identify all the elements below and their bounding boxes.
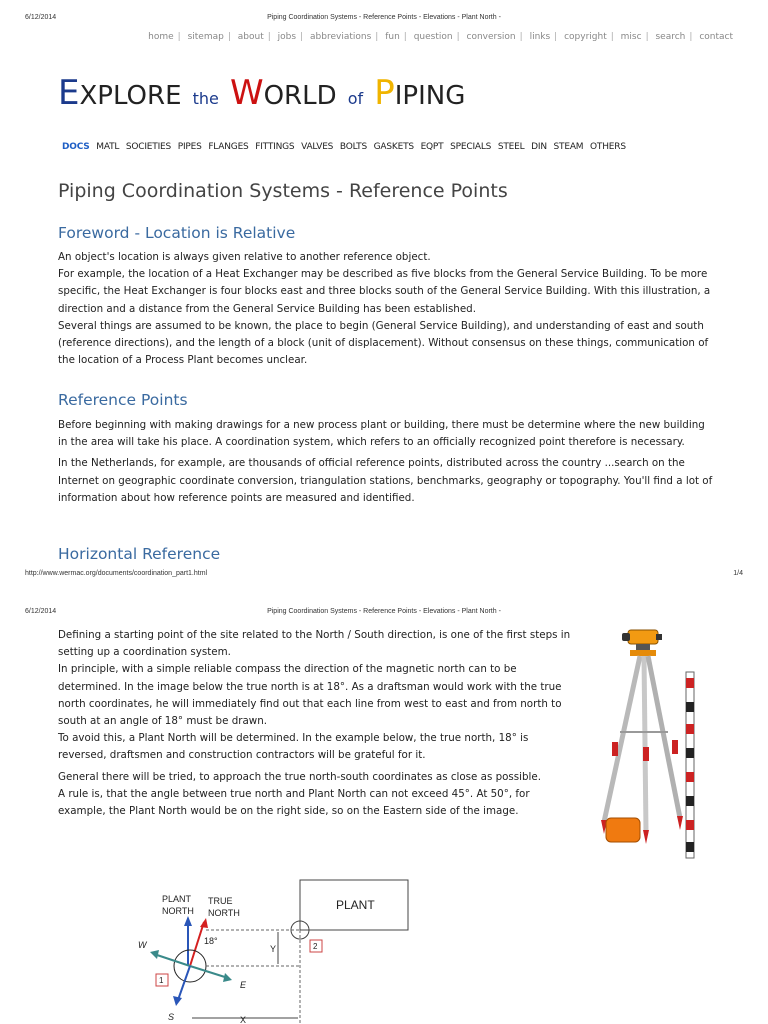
plant-north-diagram (120, 862, 420, 1024)
horizontal-p3: To avoid this, a Plant North will be determined. In the example below, the true north, 18° is reversed, draftsmen and construction contractors will be grateful for it. (58, 732, 529, 762)
surveying-level-image (590, 622, 710, 862)
label-south: S (168, 1012, 175, 1022)
label-plant-north-1: PLANT (162, 894, 192, 904)
site-logo[interactable]: EXPLORE the WORLD of PIPING (58, 73, 466, 113)
mainnav-societies[interactable]: SOCIETIES (125, 142, 172, 152)
label-y: Y (270, 944, 277, 954)
print-url: http://www.wermac.org/documents/coordination_part1.html (25, 570, 208, 577)
mainnav-bolts[interactable]: BOLTS (339, 142, 367, 152)
print-date: 6/12/2014 (25, 14, 57, 21)
topnav-misc[interactable]: misc (620, 32, 642, 42)
horizontal-p5: A rule is, that the angle between true north and Plant North can not exceed 45°. At 50°, for example, the Plant North would be on the right side, so on the Eastern side of the image. (58, 787, 530, 818)
topnav-links[interactable]: links (529, 32, 551, 42)
mainnav-pipes[interactable]: PIPES (177, 142, 202, 152)
reference-text (58, 417, 713, 507)
print-footer (0, 570, 768, 582)
mainnav-gaskets[interactable]: GASKETS (373, 142, 414, 152)
mainnav-steam[interactable]: STEAM (553, 142, 584, 152)
topnav-fun[interactable]: fun (385, 32, 400, 42)
horizontal-p1: Defining a starting point of the site related to the North / South direction, is one of the first steps in setting up a coordination system. (58, 629, 571, 659)
topnav-conversion[interactable]: conversion (466, 32, 516, 42)
mainnav-din[interactable]: DIN (531, 142, 547, 152)
mainnav-valves[interactable]: VALVES (301, 142, 334, 152)
label-x: X (240, 1015, 247, 1024)
horizontal-p2: In principle, with a simple reliable compass the direction of the magnetic north can to be determined. In the image below the true north is at 18°. As a draftsman would work with the true north coordinates, he will immediately find out that each line from west to east and from north to south at an angle of 18° must be drawn. (58, 663, 562, 728)
reference-p1: Before beginning with making drawings for a new process plant or building, there must be determine where the new building in the area will take his place. A coordination system, which refers to an officially recognized point therefore is necessary. (58, 419, 705, 449)
label-plant: PLANT (336, 898, 375, 912)
mainnav-others[interactable]: OTHERS (590, 142, 626, 152)
topnav-about[interactable]: about (237, 32, 264, 42)
reference-p2: In the Netherlands, for example, are thousands of official reference points, distributed across the country ...search on the Internet on geographic coordinate conversion, triangulation stations, benchmarks, geography or topography. You'll find a lot of information about how reference points are measured and identified. (58, 457, 713, 504)
heading-foreword: Foreword - Location is Relative (58, 224, 296, 242)
label-true-north-1: TRUE (208, 896, 233, 906)
foreword-text (58, 249, 713, 369)
topnav-copyright[interactable]: copyright (564, 32, 607, 42)
mainnav-eqpt[interactable]: EQPT (420, 142, 444, 152)
label-west: W (138, 940, 147, 950)
mainnav-matl[interactable]: MATL (96, 142, 120, 152)
topnav-jobs[interactable]: jobs (277, 32, 297, 42)
print-title: Piping Coordination Systems - Reference Points - Elevations - Plant North - (267, 14, 501, 21)
mainnav-steel[interactable]: STEEL (497, 142, 525, 152)
foreword-p1: An object's location is always given relative to another reference object. (58, 251, 431, 263)
label-east: E (240, 980, 247, 990)
top-nav: home | sitemap | about | jobs | abbreviations | fun | question | conversion | links | copyright | misc | search | contact (148, 32, 733, 42)
print-header (0, 14, 768, 26)
heading-reference-points: Reference Points (58, 391, 188, 409)
topnav-home[interactable]: home (148, 32, 174, 42)
horizontal-p4: General there will be tried, to approach the true north-south coordinates as close as possible. (58, 770, 542, 783)
print-page-number: 1/4 (733, 570, 743, 577)
topnav-contact[interactable]: contact (699, 32, 733, 42)
mainnav-docs[interactable]: DOCS (62, 142, 90, 152)
print-date-page2: 6/12/2014 (25, 608, 57, 615)
mainnav-fittings[interactable]: FITTINGS (255, 142, 295, 152)
heading-horizontal-reference: Horizontal Reference (58, 545, 221, 563)
label-true-north-2: NORTH (208, 908, 240, 918)
horizontal-text (58, 627, 578, 820)
foreword-p3: Several things are assumed to be known, the place to begin (General Service Building), and understanding of east and south (reference directions), and the length of a block (unit of displacement). Without consensus on these things, communication of the location of a Process Plant becomes unclear. (58, 319, 709, 367)
main-nav (62, 142, 630, 152)
marker-1: 1 (159, 976, 164, 985)
topnav-sitemap[interactable]: sitemap (187, 32, 224, 42)
print-title-page2: Piping Coordination Systems - Reference Points - Elevations - Plant North - (267, 608, 501, 615)
topnav-abbreviations[interactable]: abbreviations (310, 32, 372, 42)
topnav-search[interactable]: search (655, 32, 686, 42)
mainnav-flanges[interactable]: FLANGES (208, 142, 249, 152)
page-title: Piping Coordination Systems - Reference Points (58, 180, 508, 202)
topnav-question[interactable]: question (413, 32, 453, 42)
marker-2: 2 (313, 942, 318, 951)
label-angle: 18° (204, 936, 218, 946)
mainnav-specials[interactable]: SPECIALS (450, 142, 492, 152)
foreword-p2: For example, the location of a Heat Exchanger may be described as five blocks from the General Service Building. To be more specific, the Heat Exchanger is four blocks east and three blocks south of the General Service Building. With this illustration, a direction and a distance from the General Service Building has been established. (58, 268, 711, 315)
print-header-page2 (0, 608, 768, 620)
label-plant-north-2: NORTH (162, 906, 194, 916)
